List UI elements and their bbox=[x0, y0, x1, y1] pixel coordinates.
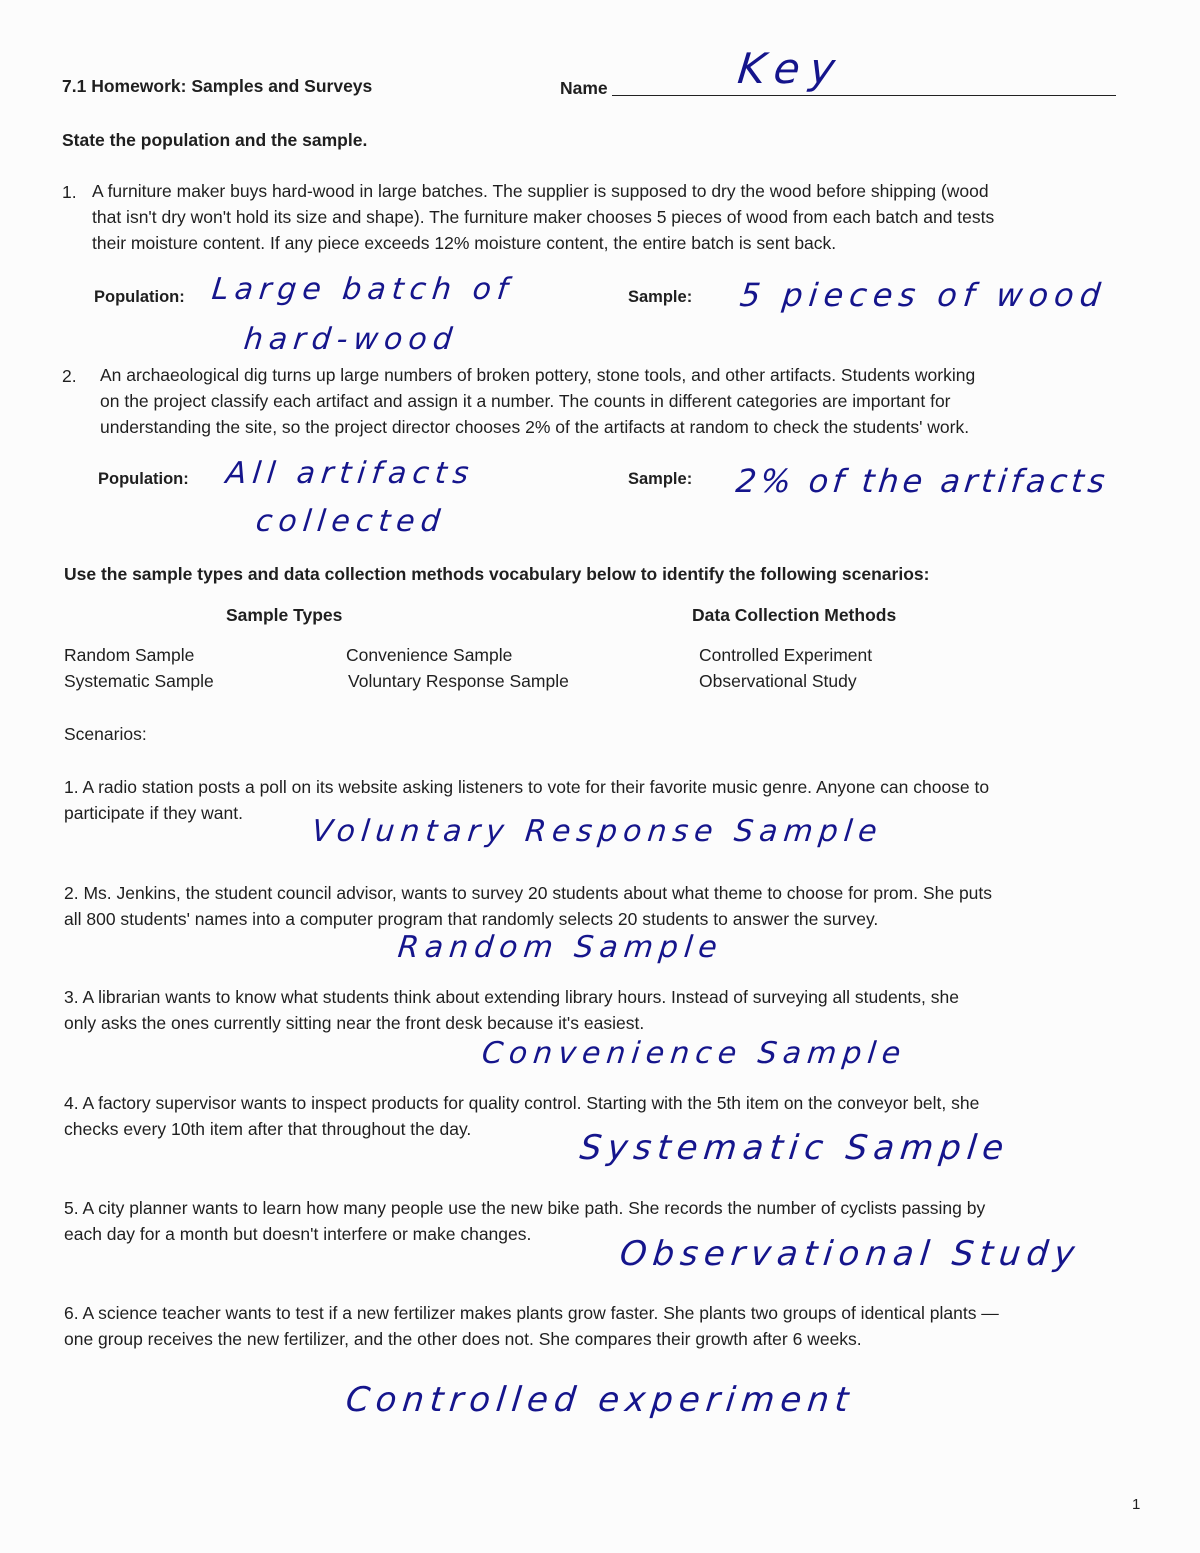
scenario-2-line2: all 800 students' names into a computer program that randomly selects 20 students to answer the survey. bbox=[64, 909, 879, 929]
scenario-3-line1: A librarian wants to know what students think about extending library hours. Instead of surveying all students, she bbox=[82, 987, 959, 1007]
scenario-5-line2: each day for a month but doesn't interfere or make changes. bbox=[64, 1224, 532, 1244]
vocab-observational-study: Observational Study bbox=[699, 671, 857, 691]
q1-line1: A furniture maker buys hard-wood in large batches. The supplier is supposed to dry the wood before shipping (wood bbox=[92, 181, 989, 201]
name-label: Name bbox=[560, 78, 608, 98]
q2-sample-label: Sample: bbox=[628, 470, 693, 488]
scenario-6 bbox=[64, 1300, 999, 1352]
worksheet-title: 7.1 Homework: Samples and Surveys bbox=[62, 76, 373, 96]
scenario-1-line1: A radio station posts a poll on its website asking listeners to vote for their favorite music genre. Anyone can choose to bbox=[82, 777, 990, 797]
vocab-voluntary-response-sample: Voluntary Response Sample bbox=[348, 671, 569, 691]
q2-line3: understanding the site, so the project director chooses 2% of the artifacts at random to check the students' work. bbox=[100, 417, 970, 437]
scenario-6-number: 6. bbox=[64, 1303, 79, 1323]
scenario-6-answer: Controlled experiment bbox=[343, 1380, 857, 1420]
sample-types-heading: Sample Types bbox=[226, 605, 343, 625]
q2-population-label: Population: bbox=[98, 470, 189, 488]
q2-number: 2. bbox=[62, 366, 77, 386]
scenario-2-line1: Ms. Jenkins, the student council advisor, wants to survey 20 students about what theme to choose for prom. She puts bbox=[83, 883, 993, 903]
scenario-4-answer: Systematic Sample bbox=[577, 1128, 1012, 1168]
scenario-6-line2: one group receives the new fertilizer, and the other does not. She compares their growth after 6 weeks. bbox=[64, 1329, 862, 1349]
scenarios-label: Scenarios: bbox=[64, 724, 147, 744]
scenario-3-answer: Convenience Sample bbox=[480, 1036, 909, 1071]
section2-instruction: Use the sample types and data collection methods vocabulary below to identify the following scenarios: bbox=[64, 564, 930, 584]
q1-line2: that isn't dry won't hold its size and shape). The furniture maker chooses 5 pieces of wood from each batch and tests bbox=[92, 207, 995, 227]
q1-line3: their moisture content. If any piece exceeds 12% moisture content, the entire batch is sent back. bbox=[92, 233, 837, 253]
vocab-random-sample: Random Sample bbox=[64, 645, 195, 665]
scenario-6-line1: A science teacher wants to test if a new fertilizer makes plants grow faster. She plants two groups of identical plants — bbox=[82, 1303, 999, 1323]
q2-line1: An archaeological dig turns up large numbers of broken pottery, stone tools, and other artifacts. Students working bbox=[100, 365, 976, 385]
data-collection-methods-heading: Data Collection Methods bbox=[692, 605, 897, 625]
q1-population-label: Population: bbox=[94, 288, 185, 306]
scenario-1-line2: participate if they want. bbox=[64, 803, 243, 823]
q2-population-answer-line1: All artifacts bbox=[224, 456, 477, 491]
page-number: 1 bbox=[1132, 1496, 1141, 1513]
q1-population-answer-line2: hard-wood bbox=[242, 322, 460, 357]
q1-sample-answer: 5 pieces of wood bbox=[738, 276, 1109, 314]
q1-text bbox=[92, 178, 994, 256]
scenario-5-line1: A city planner wants to learn how many people use the new bike path. She records the number of cyclists passing by bbox=[82, 1198, 986, 1218]
scenario-4-line1: A factory supervisor wants to inspect products for quality control. Starting with the 5th item on the conveyor belt, she bbox=[82, 1093, 980, 1113]
name-line bbox=[612, 95, 1116, 96]
scenario-3 bbox=[64, 984, 959, 1036]
q1-population-answer-line1: Large batch of bbox=[210, 272, 516, 307]
scenario-3-number: 3. bbox=[64, 987, 79, 1007]
q2-line2: on the project classify each artifact and assign it a number. The counts in different categories are important for bbox=[100, 391, 951, 411]
scenario-3-line2: only asks the ones currently sitting near the front desk because it's easiest. bbox=[64, 1013, 645, 1033]
vocab-controlled-experiment: Controlled Experiment bbox=[699, 645, 873, 665]
section1-instruction: State the population and the sample. bbox=[62, 130, 368, 150]
scenario-2-number: 2. bbox=[64, 883, 79, 903]
scenario-2-answer: Random Sample bbox=[396, 930, 725, 965]
q1-number: 1. bbox=[62, 182, 77, 202]
scenario-1-number: 1. bbox=[64, 777, 79, 797]
q2-text bbox=[100, 362, 975, 440]
scenario-2 bbox=[64, 880, 992, 932]
scenario-1-answer: Voluntary Response Sample bbox=[310, 814, 885, 849]
vocab-convenience-sample: Convenience Sample bbox=[346, 645, 513, 665]
q1-sample-label: Sample: bbox=[628, 288, 693, 306]
name-answer: Key bbox=[735, 44, 848, 93]
scenario-4-number: 4. bbox=[64, 1093, 79, 1113]
q2-population-answer-line2: collected bbox=[254, 504, 448, 539]
scenario-5-answer: Observational Study bbox=[617, 1234, 1083, 1274]
scenario-5-number: 5. bbox=[64, 1198, 79, 1218]
scenario-4-line2: checks every 10th item after that throughout the day. bbox=[64, 1119, 472, 1139]
vocab-systematic-sample: Systematic Sample bbox=[64, 671, 214, 691]
q2-sample-answer: 2% of the artifacts bbox=[734, 462, 1111, 500]
